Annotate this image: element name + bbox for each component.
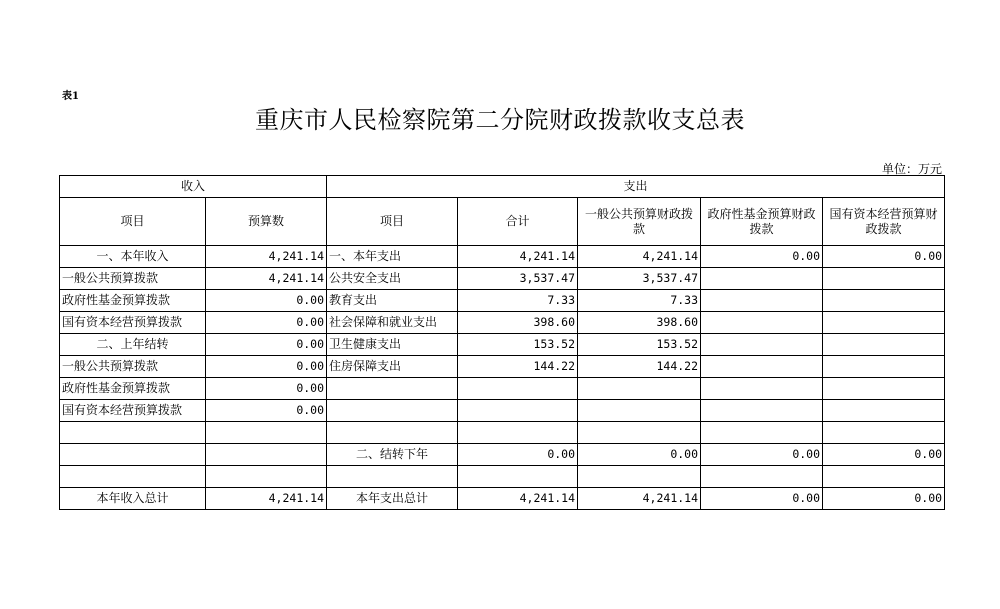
expense-header: 支出: [327, 176, 945, 198]
header-row-group: [60, 176, 945, 198]
income-amount-cell: 0.00: [206, 334, 327, 356]
fund-budget-cell: [701, 422, 823, 444]
income-item-cell: 一、本年收入: [60, 246, 206, 268]
table-row: [60, 422, 945, 444]
fund-budget-cell: [701, 268, 823, 290]
table-row: [60, 312, 945, 334]
income-item-cell: 国有资本经营预算拨款: [60, 400, 206, 422]
fund-budget-cell: 0.00: [701, 488, 823, 510]
fund-budget-cell: [701, 400, 823, 422]
expense-item-cell: [327, 378, 458, 400]
state-capital-cell: [823, 356, 945, 378]
income-amount-cell: 0.00: [206, 400, 327, 422]
expense-item-cell: 住房保障支出: [327, 356, 458, 378]
table-row: [60, 334, 945, 356]
state-capital-cell: [823, 422, 945, 444]
state-capital-cell: [823, 466, 945, 488]
fund-budget-cell: [701, 312, 823, 334]
income-header: 收入: [60, 176, 327, 198]
expense-item-cell: 教育支出: [327, 290, 458, 312]
total-cell: [458, 400, 578, 422]
total-cell: [458, 378, 578, 400]
col-header-general-budget: 一般公共预算财政拨款: [578, 198, 701, 246]
expense-item-cell: [327, 400, 458, 422]
general-budget-cell: [578, 466, 701, 488]
col-header-expense-item: 项目: [327, 198, 458, 246]
fund-budget-cell: [701, 356, 823, 378]
total-cell: [458, 466, 578, 488]
state-capital-cell: 0.00: [823, 488, 945, 510]
table-row: [60, 268, 945, 290]
table-row: [60, 246, 945, 268]
total-cell: 153.52: [458, 334, 578, 356]
fund-budget-cell: 0.00: [701, 444, 823, 466]
general-budget-cell: [578, 400, 701, 422]
general-budget-cell: 4,241.14: [578, 488, 701, 510]
general-budget-cell: 0.00: [578, 444, 701, 466]
income-amount-cell: 4,241.14: [206, 246, 327, 268]
expense-item-cell: [327, 466, 458, 488]
fund-budget-cell: [701, 378, 823, 400]
total-cell: 4,241.14: [458, 246, 578, 268]
general-budget-cell: 144.22: [578, 356, 701, 378]
income-item-cell: 一般公共预算拨款: [60, 356, 206, 378]
unit-label: 单位：万元: [881, 162, 942, 176]
expense-item-cell: 公共安全支出: [327, 268, 458, 290]
total-cell: 4,241.14: [458, 488, 578, 510]
col-header-total: 合计: [458, 198, 578, 246]
expense-item-cell: [327, 422, 458, 444]
table-row: [60, 488, 945, 510]
state-capital-cell: 0.00: [823, 246, 945, 268]
fund-budget-cell: [701, 466, 823, 488]
expense-item-cell: 本年支出总计: [327, 488, 458, 510]
income-amount-cell: 0.00: [206, 378, 327, 400]
table-row: [60, 290, 945, 312]
fund-budget-cell: [701, 334, 823, 356]
total-cell: 398.60: [458, 312, 578, 334]
income-item-cell: [60, 444, 206, 466]
budget-summary-table: [59, 175, 945, 510]
header-row-columns: [60, 198, 945, 246]
col-header-state-capital-budget: 国有资本经营预算财政拨款: [823, 198, 945, 246]
total-cell: 3,537.47: [458, 268, 578, 290]
fund-budget-cell: 0.00: [701, 246, 823, 268]
table-row: [60, 356, 945, 378]
total-cell: [458, 422, 578, 444]
general-budget-cell: 7.33: [578, 290, 701, 312]
income-item-cell: [60, 466, 206, 488]
income-amount-cell: 4,241.14: [206, 268, 327, 290]
expense-item-cell: 一、本年支出: [327, 246, 458, 268]
income-amount-cell: [206, 466, 327, 488]
page-title: 重庆市人民检察院第二分院财政拨款收支总表: [255, 106, 745, 134]
income-amount-cell: 0.00: [206, 312, 327, 334]
income-item-cell: 一般公共预算拨款: [60, 268, 206, 290]
col-header-income-item: 项目: [60, 198, 206, 246]
income-amount-cell: [206, 422, 327, 444]
income-amount-cell: [206, 444, 327, 466]
table-row: [60, 400, 945, 422]
state-capital-cell: [823, 378, 945, 400]
income-amount-cell: 0.00: [206, 290, 327, 312]
income-item-cell: [60, 422, 206, 444]
expense-item-cell: 卫生健康支出: [327, 334, 458, 356]
income-item-cell: 国有资本经营预算拨款: [60, 312, 206, 334]
income-amount-cell: 4,241.14: [206, 488, 327, 510]
col-header-fund-budget: 政府性基金预算财政拨款: [701, 198, 823, 246]
expense-item-cell: 社会保障和就业支出: [327, 312, 458, 334]
general-budget-cell: 153.52: [578, 334, 701, 356]
table-row: [60, 444, 945, 466]
general-budget-cell: [578, 378, 701, 400]
total-cell: 0.00: [458, 444, 578, 466]
expense-item-cell: 二、结转下年: [327, 444, 458, 466]
total-cell: 144.22: [458, 356, 578, 378]
income-item-cell: 二、上年结转: [60, 334, 206, 356]
income-item-cell: 政府性基金预算拨款: [60, 290, 206, 312]
table-number-label: 表1: [62, 91, 79, 102]
general-budget-cell: 3,537.47: [578, 268, 701, 290]
fund-budget-cell: [701, 290, 823, 312]
col-header-budget-amount: 预算数: [206, 198, 327, 246]
general-budget-cell: 398.60: [578, 312, 701, 334]
state-capital-cell: 0.00: [823, 444, 945, 466]
state-capital-cell: [823, 334, 945, 356]
income-item-cell: 政府性基金预算拨款: [60, 378, 206, 400]
total-cell: 7.33: [458, 290, 578, 312]
income-amount-cell: 0.00: [206, 356, 327, 378]
table-row: [60, 466, 945, 488]
table-row: [60, 378, 945, 400]
state-capital-cell: [823, 268, 945, 290]
income-item-cell: 本年收入总计: [60, 488, 206, 510]
state-capital-cell: [823, 290, 945, 312]
state-capital-cell: [823, 400, 945, 422]
state-capital-cell: [823, 312, 945, 334]
general-budget-cell: [578, 422, 701, 444]
general-budget-cell: 4,241.14: [578, 246, 701, 268]
